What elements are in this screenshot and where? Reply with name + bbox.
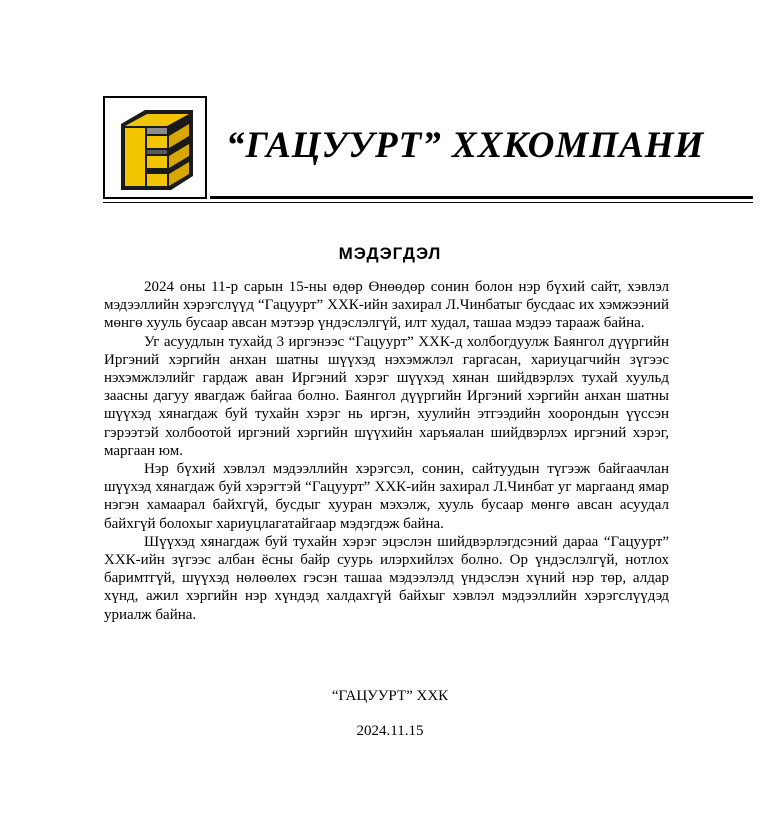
gatsuurt-cube-logo-icon: [115, 106, 199, 193]
company-name: “ГАЦУУРТ” ХХКОМПАНИ: [226, 125, 705, 166]
signature: “ГАЦУУРТ” ХХК: [331, 688, 449, 704]
notice-paragraph: Уг асуудлын тухайд 3 иргэнээс “Гацуурт” ХХК-д холбогдуулж Баянгол дүүргийн Иргэний хэргийн анхан шатны шүүхэд нэхэмжлэл гаргасан, хариуцагчийн зүгээс нэхэмжлэлийг гардаж аван Иргэний хэрэг шүүхэд хянан шийдвэрлэх тухай хуульд заасны дагуу явагдаж байгаа болно. Баянгол дүүргийн Иргэний хэргийн анхан шатны шүүхэд хянагдаж буй тухайн хэрэг нь иргэн, хуулийн этгээдийн хоорондын үүссэн гэрээтэй холбоотой иргэний хэргийн шүүхийн харъяалан шийдвэрлэх иргэний хэрэг, маргаан юм.: [104, 333, 669, 459]
notice-title: МЭДЭГДЭЛ: [338, 244, 442, 263]
notice-paragraph: 2024 оны 11-р сарын 15-ны өдөр Өнөөдөр сонин болон нэр бүхий сайт, хэвлэл мэдээллийн хэрэгслүүд “Гацуурт” ХХК-ийн захирал Л.Чинбатыг бусдаас их хэмжээний мөнгө хууль бусаар авсан мэтээр үндэслэлгүй, илт худал, ташаа мэдээ тарааж байна.: [104, 279, 669, 332]
company-logo: [103, 96, 207, 199]
header-divider-thin: [103, 202, 753, 203]
notice-date: 2024.11.15: [356, 723, 424, 739]
notice-body: [104, 278, 669, 624]
header-divider-thick: [210, 196, 753, 199]
notice-paragraph: Нэр бүхий хэвлэл мэдээллийн хэрэгсэл, сонин, сайтуудын түгээж байгаачлан шүүхэд хянагдаж буй хэрэгтэй “Гацуурт” ХХК-ийн захирал Л.Чинбат уг маргаанд ямар нэгэн хамаарал байхгүй, бусдыг хууран мэхэлж, хууль бусаар мөнгө авсан асуудал байхгүй болохыг хариуцлагатайгаар мэдэгдэж байна.: [104, 461, 669, 532]
notice-paragraph: Шүүхэд хянагдаж буй тухайн хэрэг эцэслэн шийдвэрлэгдсэний дараа “Гацуурт” ХХК-ийн зүгээс албан ёсны байр суурь илэрхийлэх болно. Ор үндэслэлгүй, нотлох баримтгүй, шүүхэд нөлөөлөх гэсэн ташаа мэдээлэлд үндэслэн хүний нэр төр, алдар хүнд, ажил хэргийн нэр хүндэд халдахгүй байхыг хэвлэл мэдээллийн хэрэгслүүдэд уриалж байна.: [104, 533, 669, 623]
